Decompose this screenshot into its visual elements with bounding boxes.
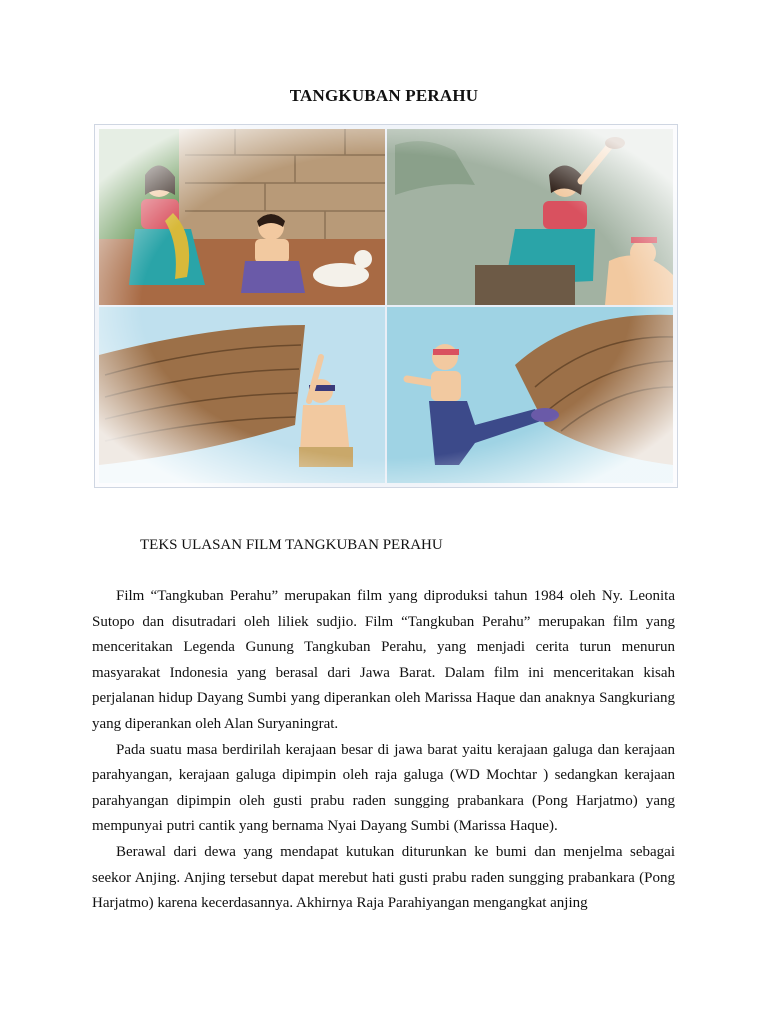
- paragraph: Pada suatu masa berdirilah kerajaan besar di jawa barat yaitu kerajaan galuga dan kerajaan parahyangan, kerajaan galuga dipimpin oleh raja galuga (WD Mochtar ) sedangkan kerajaan parahyangan dipimpin oleh gusti prabu raden sungging prabankara (Pong Harjatmo) yang mempunyai putri cantik yang bernama Nyai Dayang Sumbi (Marissa Haque).: [92, 741, 675, 835]
- illustration-svg: [95, 125, 677, 487]
- paragraph: Berawal dari dewa yang mendapat kutukan diturunkan ke bumi dan menjelma sebagai seekor Anjing. Anjing tersebut dapat merebut hati gusti prabu raden sungging prabankara (Pong Harjatmo) karena kecerdasannya. Akhirnya Raja Parahiyangan mengangkat anjing: [92, 843, 675, 912]
- review-body: [92, 584, 675, 917]
- paragraph: Film “Tangkuban Perahu” merupakan film yang diproduksi tahun 1984 oleh Ny. Leonita Sutopo dan disutradari oleh liliek sudjio. Film “Tangkuban Perahu” merupakan film yang menceritakan Legenda Gunung Tangkuban Perahu, yang menjadi cerita turun menurun masyarakat Indonesia yang berasal dari Jawa Barat. Dalam film ini menceritakan kisah perjalanan hidup Dayang Sumbi yang diperankan oleh Marissa Haque dan anaknya Sangkuriang yang diperankan oleh Alan Suryaningrat.: [92, 588, 675, 732]
- review-subtitle: TEKS ULASAN FILM TANGKUBAN PERAHU: [140, 537, 443, 553]
- document-title: TANGKUBAN PERAHU: [289, 86, 479, 105]
- story-illustration: [94, 124, 678, 488]
